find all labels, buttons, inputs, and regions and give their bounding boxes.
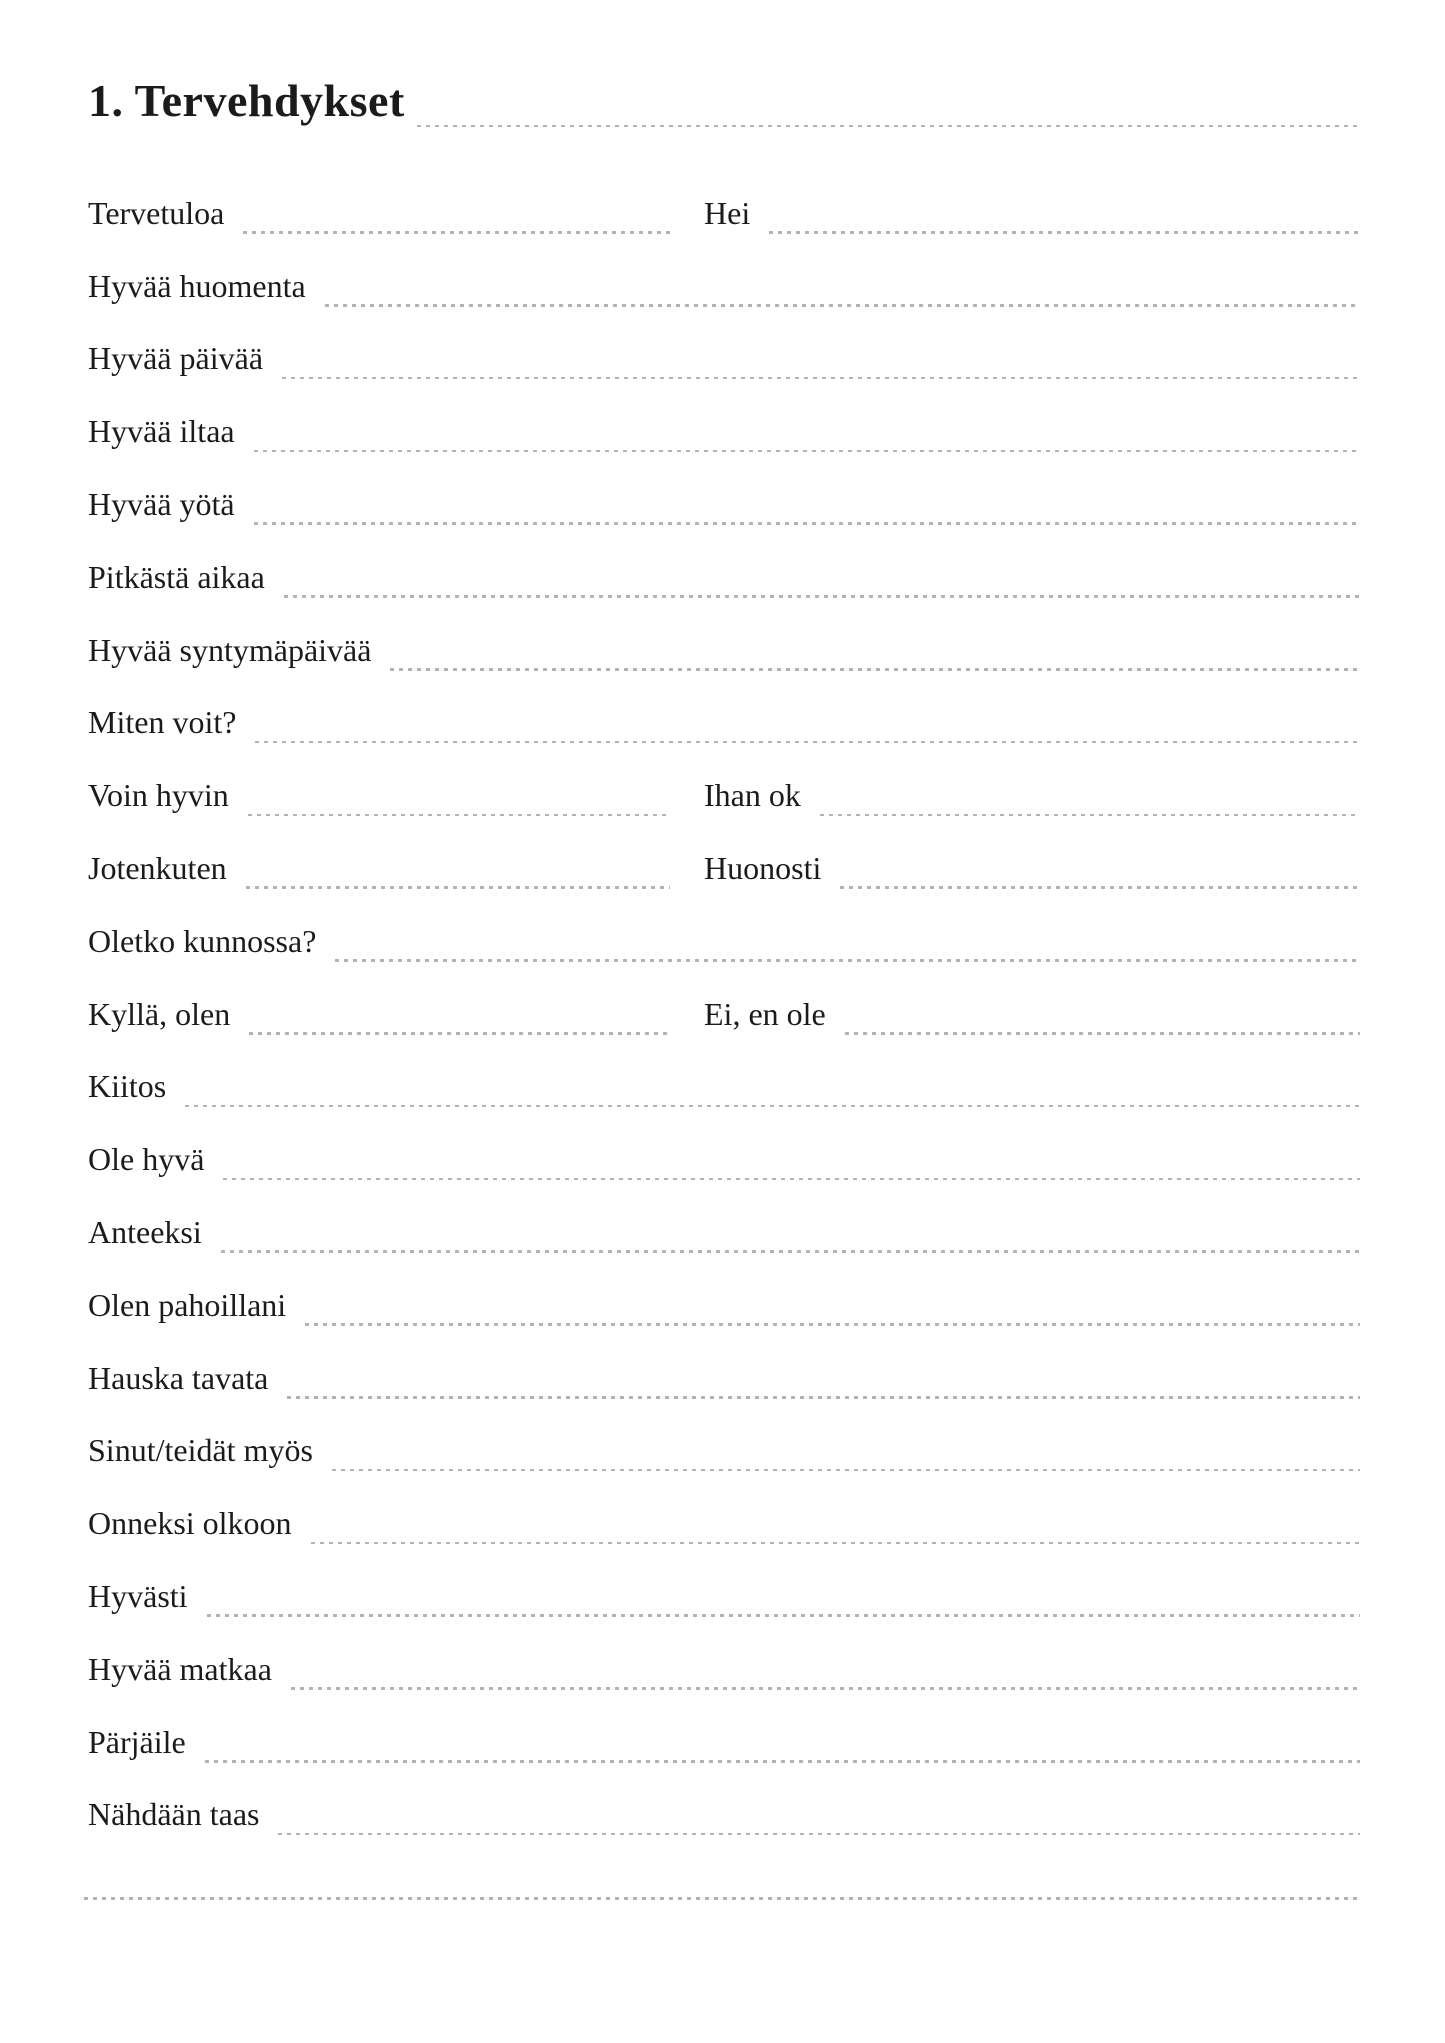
phrase-label: Pärjäile (88, 1723, 186, 1760)
phrase-cell (704, 738, 1360, 814)
phrase-row (88, 1612, 1360, 1685)
phrase-cell (88, 229, 1360, 302)
phrase-row (88, 957, 1360, 1030)
phrase-cell (88, 1394, 1360, 1467)
phrase-cell (88, 593, 1360, 666)
phrase-row (88, 811, 1360, 884)
phrase-cell (88, 957, 670, 1030)
phrase-row (88, 593, 1360, 666)
phrase-label: Hyvää iltaa (88, 413, 235, 450)
phrase-cell (88, 1466, 1360, 1542)
phrase-row (88, 1102, 1360, 1178)
phrase-cell (88, 1685, 1360, 1758)
phrase-label: Hyvää yötä (88, 485, 235, 522)
phrase-list (88, 156, 1360, 1833)
phrase-cell (88, 156, 670, 229)
phrase-label: Jotenkuten (88, 849, 227, 886)
phrase-row (88, 520, 1360, 593)
answer-line (278, 1833, 1360, 1836)
phrase-label: Huonosti (704, 849, 822, 886)
worksheet-page (88, 0, 1360, 1900)
phrase-label: Ei, en ole (704, 995, 826, 1032)
phrase-cell (88, 884, 1360, 957)
phrase-cell (88, 1030, 1360, 1103)
phrase-cell (704, 156, 1360, 229)
phrase-label: Anteeksi (88, 1213, 202, 1250)
phrase-row (88, 1175, 1360, 1248)
phrase-label: Tervetuloa (88, 194, 225, 231)
phrase-label: Voin hyvin (88, 777, 229, 814)
phrase-cell (88, 1539, 1360, 1612)
phrase-row (88, 1758, 1360, 1831)
phrase-row (88, 738, 1360, 814)
phrase-row (88, 1539, 1360, 1612)
phrase-cell (88, 520, 1360, 593)
phrase-cell (88, 1102, 1360, 1178)
phrase-row (88, 1030, 1360, 1103)
phrase-label: Nähdään taas (88, 1796, 260, 1833)
phrase-row (88, 156, 1360, 229)
phrase-cell (704, 811, 1360, 884)
phrase-cell (88, 811, 670, 884)
phrase-row (88, 884, 1360, 957)
phrase-cell (88, 447, 1360, 520)
phrase-label: Pitkästä aikaa (88, 558, 265, 595)
phrase-cell (88, 374, 1360, 450)
phrase-label: Oletko kunnossa? (88, 922, 317, 959)
phrase-cell (88, 1321, 1360, 1394)
phrase-cell (88, 1612, 1360, 1685)
phrase-cell (88, 738, 670, 814)
phrase-label: Hyvää huomenta (88, 267, 306, 304)
phrase-cell (88, 302, 1360, 375)
phrase-label: Hyvää syntymäpäivää (88, 631, 372, 668)
phrase-row (88, 1685, 1360, 1758)
phrase-cell (704, 957, 1360, 1030)
phrase-label: Hyvää matkaa (88, 1650, 272, 1687)
phrase-label: Kiitos (88, 1068, 167, 1105)
phrase-row (88, 302, 1360, 375)
phrase-label: Ole hyvä (88, 1141, 205, 1178)
phrase-label: Sinut/teidät myös (88, 1432, 313, 1469)
title-row (88, 75, 1360, 126)
phrase-row (88, 229, 1360, 302)
phrase-cell (88, 1758, 1360, 1831)
phrase-row (88, 1466, 1360, 1542)
phrase-row (88, 447, 1360, 520)
page-title: 1. Tervehdykset (88, 75, 405, 126)
phrase-row (88, 1394, 1360, 1467)
phrase-row (88, 1321, 1360, 1394)
phrase-label: Ihan ok (704, 777, 801, 814)
phrase-label: Onneksi olkoon (88, 1505, 292, 1542)
phrase-row (88, 1248, 1360, 1321)
title-rule (417, 125, 1360, 128)
phrase-label: Hyvää päivää (88, 340, 264, 377)
phrase-label: Hei (704, 194, 751, 231)
phrase-label: Hyvästi (88, 1577, 188, 1614)
phrase-cell (88, 1175, 1360, 1248)
phrase-label: Hauska tavata (88, 1359, 269, 1396)
bottom-rule (84, 1897, 1360, 1900)
phrase-row (88, 374, 1360, 450)
phrase-cell (88, 666, 1360, 739)
phrase-label: Olen pahoillani (88, 1286, 287, 1323)
phrase-label: Miten voit? (88, 704, 237, 741)
phrase-row (88, 666, 1360, 739)
phrase-label: Kyllä, olen (88, 995, 231, 1032)
phrase-cell (88, 1248, 1360, 1321)
